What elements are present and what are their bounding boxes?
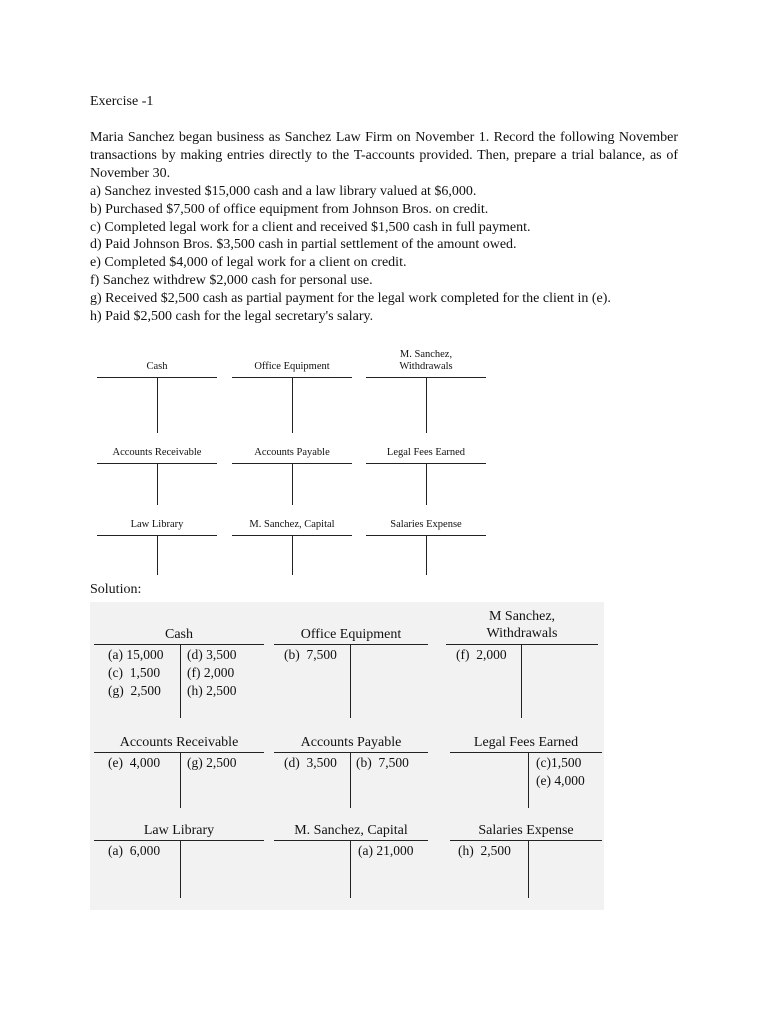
solution-t-account bbox=[94, 710, 264, 810]
t-account-rule bbox=[94, 840, 264, 841]
t-account-divider bbox=[157, 377, 158, 433]
t-account-divider bbox=[426, 377, 427, 433]
account-label: Law Library bbox=[130, 519, 184, 530]
t-account-divider bbox=[180, 644, 181, 718]
transaction-item: a) Sanchez invested $15,000 cash and a law library valued at $6,000. bbox=[90, 184, 477, 199]
t-account-divider bbox=[350, 644, 351, 718]
account-label: Accounts Payable bbox=[254, 447, 330, 458]
t-account-divider bbox=[528, 840, 529, 898]
solution-t-account bbox=[94, 798, 264, 902]
t-account-divider bbox=[350, 840, 351, 898]
exercise-title: Exercise -1 bbox=[90, 94, 154, 109]
transaction-item: b) Purchased $7,500 of office equipment from Johnson Bros. on credit. bbox=[90, 201, 489, 217]
account-label: Cash bbox=[165, 627, 193, 642]
transaction-item: f) Sanchez withdrew $2,000 cash for personal use. bbox=[90, 272, 373, 288]
solution-t-account bbox=[446, 602, 598, 722]
debit-entries: (a) 15,000 (c) 1,500 (g) 2,500 bbox=[108, 647, 164, 698]
solution-t-account bbox=[450, 798, 602, 902]
t-account-rule bbox=[274, 752, 428, 753]
debit-entries: (a) 6,000 bbox=[108, 843, 161, 858]
credit-entries: (b) 7,500 bbox=[356, 755, 409, 770]
t-account-divider bbox=[292, 377, 293, 433]
transaction-item: g) Received $2,500 cash as partial payment for the legal work completed for the client in (e). bbox=[90, 290, 611, 306]
t-account-rule bbox=[94, 752, 264, 753]
t-account-divider bbox=[426, 535, 427, 575]
transaction-item: e) Completed $4,000 of legal work for a client on credit. bbox=[90, 255, 407, 271]
debit-entries: (f) 2,000 bbox=[456, 647, 507, 662]
account-label: M. Sanchez, Capital bbox=[249, 519, 335, 530]
transaction-item: d) Paid Johnson Bros. $3,500 cash in partial settlement of the amount owed. bbox=[90, 237, 517, 253]
t-account-rule bbox=[274, 840, 428, 841]
t-account-divider bbox=[180, 840, 181, 898]
t-account-rule bbox=[94, 644, 264, 645]
account-label: M Sanchez, Withdrawals bbox=[486, 609, 558, 641]
account-label: Accounts Receivable bbox=[112, 447, 202, 458]
credit-entries: (d) 3,500 (f) 2,000 (h) 2,500 bbox=[187, 647, 237, 698]
exercise-intro: Maria Sanchez began business as Sanchez Law Firm on November 1. Record the following November transactions by making entries directly to the T-accounts provided. Then, prepare a trial balance, as of November 30. bbox=[90, 130, 678, 181]
transaction-item: h) Paid $2,500 cash for the legal secretary's salary. bbox=[90, 308, 374, 324]
credit-entries: (a) 21,000 bbox=[358, 843, 414, 858]
account-label: Salaries Expense bbox=[478, 823, 574, 838]
t-account-divider bbox=[292, 535, 293, 575]
account-label: Office Equipment bbox=[254, 361, 330, 372]
t-account-divider bbox=[426, 463, 427, 505]
account-label: Cash bbox=[146, 361, 168, 372]
debit-entries: (b) 7,500 bbox=[284, 647, 337, 662]
account-label: M. Sanchez, Capital bbox=[294, 823, 408, 838]
transaction-list bbox=[90, 183, 611, 325]
account-label: Office Equipment bbox=[300, 627, 402, 642]
credit-entries: (g) 2,500 bbox=[187, 755, 237, 770]
solution-t-account bbox=[450, 710, 602, 810]
debit-entries: (d) 3,500 bbox=[284, 755, 337, 770]
t-account-divider bbox=[157, 463, 158, 505]
solution-t-account bbox=[274, 710, 428, 810]
t-account-rule bbox=[450, 752, 602, 753]
account-label: Accounts Payable bbox=[300, 735, 402, 750]
account-label: Accounts Receivable bbox=[119, 735, 239, 750]
t-account-rule bbox=[446, 644, 598, 645]
solution-t-account bbox=[94, 602, 264, 722]
solution-label: Solution: bbox=[90, 582, 142, 597]
debit-entries: (e) 4,000 bbox=[108, 755, 161, 770]
account-label: Legal Fees Earned bbox=[386, 447, 466, 458]
debit-entries: (h) 2,500 bbox=[458, 843, 511, 858]
solution-panel bbox=[90, 602, 604, 910]
solution-t-account bbox=[274, 798, 428, 902]
account-label: M. Sanchez, Withdrawals bbox=[399, 349, 453, 372]
transaction-item: c) Completed legal work for a client and received $1,500 cash in full payment. bbox=[90, 219, 531, 235]
t-account-divider bbox=[292, 463, 293, 505]
t-account-divider bbox=[521, 644, 522, 718]
solution-t-account bbox=[274, 602, 428, 722]
t-account-divider bbox=[157, 535, 158, 575]
account-label: Salaries Expense bbox=[390, 519, 462, 530]
t-account-rule bbox=[450, 840, 602, 841]
account-label: Legal Fees Earned bbox=[473, 735, 579, 750]
credit-entries: (c)1,500 (e) 4,000 bbox=[536, 755, 585, 788]
t-account-rule bbox=[274, 644, 428, 645]
account-label: Law Library bbox=[143, 823, 215, 838]
